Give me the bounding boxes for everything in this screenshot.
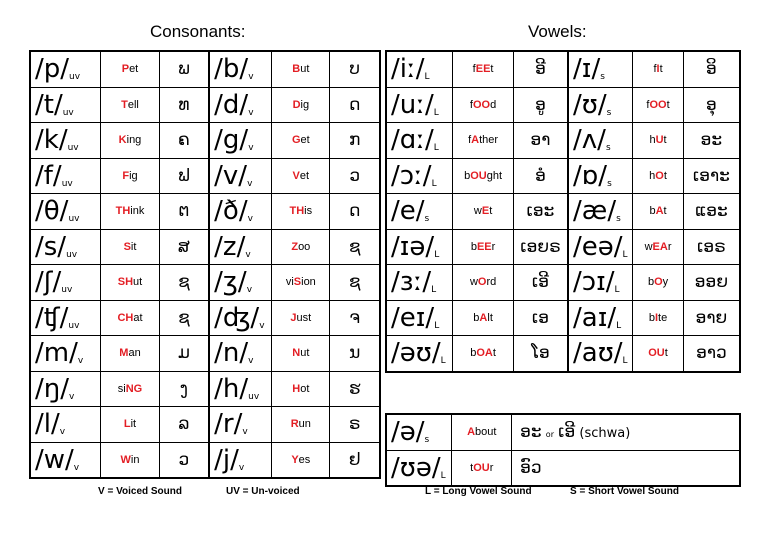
example-word: fAther [453,123,514,159]
sound-tag: v [242,427,248,438]
sound-tag: uv [68,320,80,331]
lao-equivalent: ທ [159,87,209,123]
ipa-symbol: $/ʒ/_v$ [209,265,272,301]
example-word: THink [101,194,159,230]
ipa-symbol: $/ɜː/_L$ [386,265,453,301]
ipa-symbol: $/e/_s$ [386,194,453,230]
schwa-table [385,413,741,487]
lao-equivalent: ມ [159,336,209,372]
lao-equivalent: ອໍ [513,158,568,194]
example-word: wOrd [453,265,514,301]
ipa-symbol: $/aʊ/_L$ [568,336,633,372]
table-row [30,194,380,230]
ipa-symbol: $/ð/_v$ [209,194,272,230]
lao-equivalent: ອຸ [683,87,740,123]
example-word: SHut [101,265,159,301]
sound-tag: v [238,462,245,473]
example-word: Lit [101,407,159,443]
example-word: hOt [633,158,684,194]
ipa-symbol: $/b/_v$ [209,51,272,87]
lao-equivalent: ອະ [683,123,740,159]
ipa-symbol: $/uː/_L$ [386,87,453,123]
lao-equivalent: ຟ [159,158,209,194]
lao-equivalent: ຄ [159,123,209,159]
ipa-symbol: $/j/_v$ [209,442,272,478]
ipa-symbol: $/ə/_s$ [386,414,452,450]
lao-equivalent: ອາ [513,123,568,159]
example-word: fOOt [633,87,684,123]
lao-equivalent: ເອ [513,300,568,336]
lao-equivalent: ບ [330,51,380,87]
sound-tag: v [248,72,254,83]
sound-tag: v [245,249,251,260]
legend-short: S = Short Vowel Sound [570,486,679,497]
lao-equivalent: ອະ or ເອີ (schwa) [512,414,740,450]
example-word: Hot [272,371,330,407]
consonants-table [29,50,381,479]
example-word: But [272,51,330,87]
ipa-symbol: $/ʧ/_{uv}$ [30,300,101,336]
ipa-symbol: $/f/_{uv}$ [30,158,101,194]
example-word: fIt [633,51,684,87]
sound-tag: v [247,214,253,225]
example-word: bEEr [453,229,514,265]
ipa-symbol: $/ɔː/_L$ [386,158,453,194]
ipa-symbol: $/eɪ/_L$ [386,300,453,336]
ipa-symbol: $/ɪə/_L$ [386,229,453,265]
ipa-symbol: $/h/_{uv}$ [209,371,272,407]
ipa-symbol: $/z/_v$ [209,229,272,265]
ipa-symbol: $/r/_v$ [209,407,272,443]
ipa-symbol: $/eə/_L$ [568,229,633,265]
vowels-table [385,50,741,373]
sound-tag: uv [66,249,78,260]
example-word: bOUght [453,158,514,194]
example-word: Get [272,123,330,159]
lao-equivalent: ແອະ [683,194,740,230]
lao-equivalent: ອີ [513,51,568,87]
legend-long: L = Long Vowel Sound [425,486,532,497]
example-word: Run [272,407,330,443]
ipa-symbol: $/ʤ/_v$ [209,300,272,336]
sound-tag: v [248,356,254,367]
table-row [30,87,380,123]
lao-equivalent: ອາຍ [683,300,740,336]
sound-tag: L [614,285,620,296]
lao-equivalent: ເອາະ [683,158,740,194]
lao-equivalent: ພ [159,51,209,87]
table-row [30,371,380,407]
ipa-symbol: $/iː/_L$ [386,51,453,87]
example-word: Tell [101,87,159,123]
example-word: About [452,414,512,450]
table-row [386,229,740,265]
lao-equivalent: ຊ [330,265,380,301]
ipa-symbol: $/s/_{uv}$ [30,229,101,265]
example-word: wEt [453,194,514,230]
ipa-symbol: $/g/_v$ [209,123,272,159]
legend-unvoiced: UV = Un-voiced [226,486,300,497]
ipa-symbol: $/ʃ/_{uv}$ [30,265,101,301]
legend-voiced: V = Voiced Sound [98,486,182,497]
sound-tag: v [77,356,84,367]
lao-equivalent: ຊ [159,300,209,336]
lao-equivalent: ເອະ [513,194,568,230]
ipa-symbol: $/d/_v$ [209,87,272,123]
sound-tag: L [434,249,440,260]
sound-tag: L [433,143,439,154]
lao-equivalent: ງ [159,371,209,407]
example-word: wEAr [633,229,684,265]
sound-tag: s [600,72,605,83]
lao-equivalent: ໂອ [513,336,568,372]
sound-tag: s [616,214,621,225]
lao-equivalent: ວ [330,158,380,194]
ipa-symbol: $/ɔɪ/_L$ [568,265,633,301]
ipa-symbol: $/æ/_s$ [568,194,633,230]
sound-tag: s [424,435,430,446]
sound-tag: v [246,285,253,296]
example-word: Vet [272,158,330,194]
ipa-symbol: $/əʊ/_L$ [386,336,453,372]
ipa-symbol: $/w/_v$ [30,442,101,478]
lao-equivalent: ເອຣ [683,229,740,265]
lao-equivalent: ຈ [330,300,380,336]
example-word: viSion [272,265,330,301]
table-row [30,158,380,194]
lao-equivalent: ອູ [513,87,568,123]
example-word: siNG [101,371,159,407]
example-word: fEEt [453,51,514,87]
sound-tag: uv [68,214,80,225]
example-word: bOy [633,265,684,301]
example-word: Just [272,300,330,336]
sound-tag: v [247,178,253,189]
ipa-symbol: $/k/_{uv}$ [30,123,101,159]
example-word: Sit [101,229,159,265]
sound-tag: L [622,356,628,367]
example-word: bAlt [453,300,514,336]
lao-equivalent: ອອຍ [683,265,740,301]
table-row [386,300,740,336]
sound-tag: L [431,178,437,189]
example-word: Pet [101,51,159,87]
lao-equivalent: ວ [159,442,209,478]
table-row [30,123,380,159]
example-word: hUt [633,123,684,159]
lao-equivalent: ນ [330,336,380,372]
table-row [30,229,380,265]
lao-equivalent: ເອີ [513,265,568,301]
ipa-symbol: $/ɪ/_s$ [568,51,633,87]
table-row [386,336,740,372]
ipa-symbol: $/ʊ/_s$ [568,87,633,123]
example-word: Man [101,336,159,372]
example-word: OUt [633,336,684,372]
sound-tag: L [433,107,439,118]
sound-tag: v [259,320,265,331]
lao-equivalent: ລ [159,407,209,443]
lao-equivalent: ຣ [330,407,380,443]
table-row [386,123,740,159]
lao-equivalent: ຕ [159,194,209,230]
sound-tag: L [440,356,446,367]
sound-tag: s [424,214,430,225]
ipa-symbol: $/m/_v$ [30,336,101,372]
table-row [386,51,740,87]
sound-tag: s [605,143,611,154]
lao-equivalent: ອິ [683,51,740,87]
sound-tag: v [73,462,80,473]
sound-tag: L [440,470,446,481]
sound-tag: s [606,107,612,118]
ipa-symbol: $/ɑː/_L$ [386,123,453,159]
ipa-symbol: $/ɒ/_s$ [568,158,633,194]
sound-tag: uv [62,107,74,118]
sound-tag: v [59,427,66,438]
example-word: Zoo [272,229,330,265]
sound-tag: v [248,143,254,154]
lao-equivalent: ອາວ [683,336,740,372]
sound-tag: L [434,320,440,331]
table-row [30,336,380,372]
table-row [30,442,380,478]
ipa-symbol: $/p/_{uv}$ [30,51,101,87]
lao-equivalent: ສ [159,229,209,265]
example-word: Yes [272,442,330,478]
sound-tag: L [424,72,430,83]
lao-equivalent: ກ [330,123,380,159]
example-word: bOAt [453,336,514,372]
vowels-title: Vowels: [528,22,587,41]
consonants-title: Consonants: [150,22,246,41]
sound-tag: v [248,107,254,118]
ipa-symbol: $/l/_v$ [30,407,101,443]
sound-tag: uv [69,72,81,83]
ipa-symbol: $/n/_v$ [209,336,272,372]
table-row [30,407,380,443]
ipa-symbol: $/ʌ/_s$ [568,123,633,159]
example-word: THis [272,194,330,230]
lao-equivalent: ດ [330,87,380,123]
lao-equivalent: ຢ [330,442,380,478]
ipa-symbol: $/ŋ/_v$ [30,371,101,407]
lao-equivalent: ຊ [330,229,380,265]
sound-tag: v [69,391,75,402]
table-row [386,194,740,230]
sound-tag: L [622,249,628,260]
ipa-symbol: $/ʊə/_L$ [386,450,452,486]
example-word: bAt [633,194,684,230]
example-word: Fig [101,158,159,194]
table-row [30,51,380,87]
sound-tag: L [431,285,437,296]
sound-tag: L [616,320,622,331]
lao-equivalent: ດ [330,194,380,230]
table-row [30,265,380,301]
lao-equivalent: ອົວ [512,450,740,486]
ipa-symbol: $/t/_{uv}$ [30,87,101,123]
example-word: Dig [272,87,330,123]
table-row [386,450,740,486]
example-word: Nut [272,336,330,372]
sound-tag: uv [61,178,73,189]
ipa-symbol: $/aɪ/_L$ [568,300,633,336]
sound-tag: uv [61,285,73,296]
table-row [386,265,740,301]
example-word: fOOd [453,87,514,123]
lao-equivalent: ຮ [330,371,380,407]
example-word: King [101,123,159,159]
sound-tag: s [607,178,612,189]
ipa-symbol: $/v/_v$ [209,158,272,194]
example-word: Win [101,442,159,478]
example-word: CHat [101,300,159,336]
table-row [30,300,380,336]
sound-tag: uv [67,143,79,154]
ipa-symbol: $/\theta/_{uv}$ [30,194,101,230]
sound-tag: uv [248,391,260,402]
lao-equivalent: ເອຍຣ [513,229,568,265]
example-word: tOUr [452,450,512,486]
table-row [386,158,740,194]
lao-equivalent: ຊ [159,265,209,301]
table-row [386,414,740,450]
table-row [386,87,740,123]
example-word: bIte [633,300,684,336]
